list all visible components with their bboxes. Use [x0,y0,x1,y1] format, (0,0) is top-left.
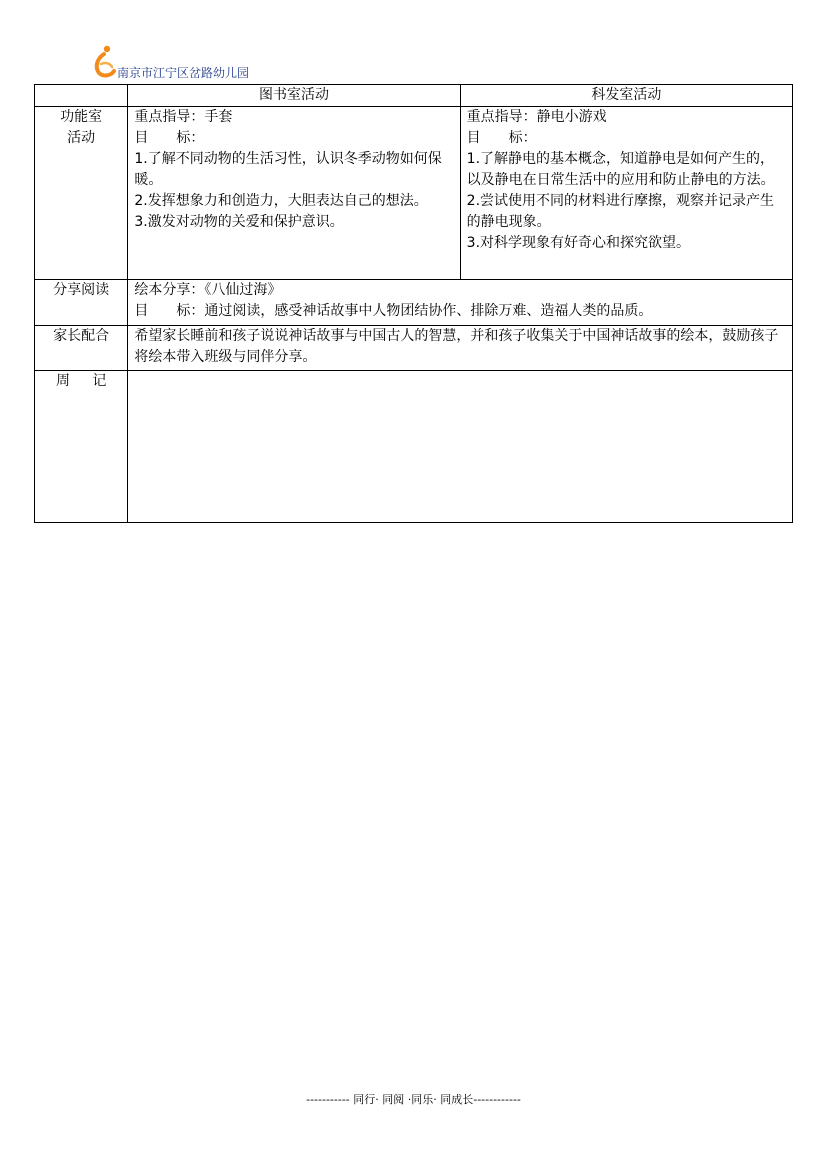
weekly-notes-label-b: 记 [92,373,107,389]
library-activity-cell [128,107,460,280]
science-focus: 重点指导：静电小游戏 [466,109,607,125]
library-goal-2: 2.发挥想象力和创造力，大胆表达自己的想法。 [134,193,428,209]
weekly-plan-table [34,84,793,523]
column-header-library: 图书室活动 [128,85,460,107]
functional-room-label-line2: 活动 [67,130,96,146]
weekly-notes-content [128,371,793,523]
science-objective-heading [467,128,786,149]
science-goal-2: 2.尝试使用不同的材料进行摩擦，观察并记录产生的静电现象。 [466,193,775,230]
shared-reading-label: 分享阅读 [35,280,128,326]
corner-cell [35,85,128,107]
weekly-notes-label-a: 周 [56,373,71,389]
page-header [90,44,390,80]
parent-cooperation-row [35,326,793,371]
column-header-science: 科发室活动 [460,85,792,107]
objective-head-b: 标：通过阅读，感受神话故事中人物团结协作、排除万难、造福人类的品质。 [176,303,653,319]
table-header-row [35,85,793,107]
library-focus: 重点指导：手套 [134,109,233,125]
parent-cooperation-label: 家长配合 [35,326,128,371]
science-goal-3: 3.对科学现象有好奇心和探究欲望。 [466,235,691,251]
functional-room-label-line1: 功能室 [60,109,103,125]
library-goal-1: 1.了解不同动物的生活习性，认识冬季动物如何保暖。 [134,151,442,188]
functional-room-label [35,107,128,280]
library-goal-3: 3.激发对动物的关爱和保护意识。 [134,214,344,230]
shared-reading-row [35,280,793,326]
shared-reading-cell [128,280,793,326]
objective-head-b: 标： [176,130,205,146]
library-objective-heading [134,128,453,149]
page-footer: ----------- 同行· 同阅 ·同乐· 同成长------------ [306,1093,521,1106]
objective-head-a: 目 [134,303,149,319]
objective-head-a: 目 [134,130,149,146]
kindergarten-logo-icon [90,44,120,78]
functional-room-row [35,107,793,280]
weekly-notes-row [35,371,793,523]
parent-cooperation-text: 希望家长睡前和孩子说说神话故事与中国古人的智慧，并和孩子收集关于中国神话故事的绘本，鼓励孩子将绘本带入班级与同伴分享。 [128,326,793,371]
objective-head-a: 目 [466,130,481,146]
weekly-notes-label [35,371,128,523]
objective-head-b: 标： [508,130,537,146]
science-goal-1: 1.了解静电的基本概念，知道静电是如何产生的，以及静电在日常生活中的应用和防止静电的方法。 [466,151,775,188]
shared-reading-book: 绘本分享：《八仙过海》 [134,282,282,298]
school-name: 南京市江宁区岔路幼儿园 [117,66,250,80]
shared-reading-objective [134,301,786,322]
science-activity-cell [460,107,792,280]
